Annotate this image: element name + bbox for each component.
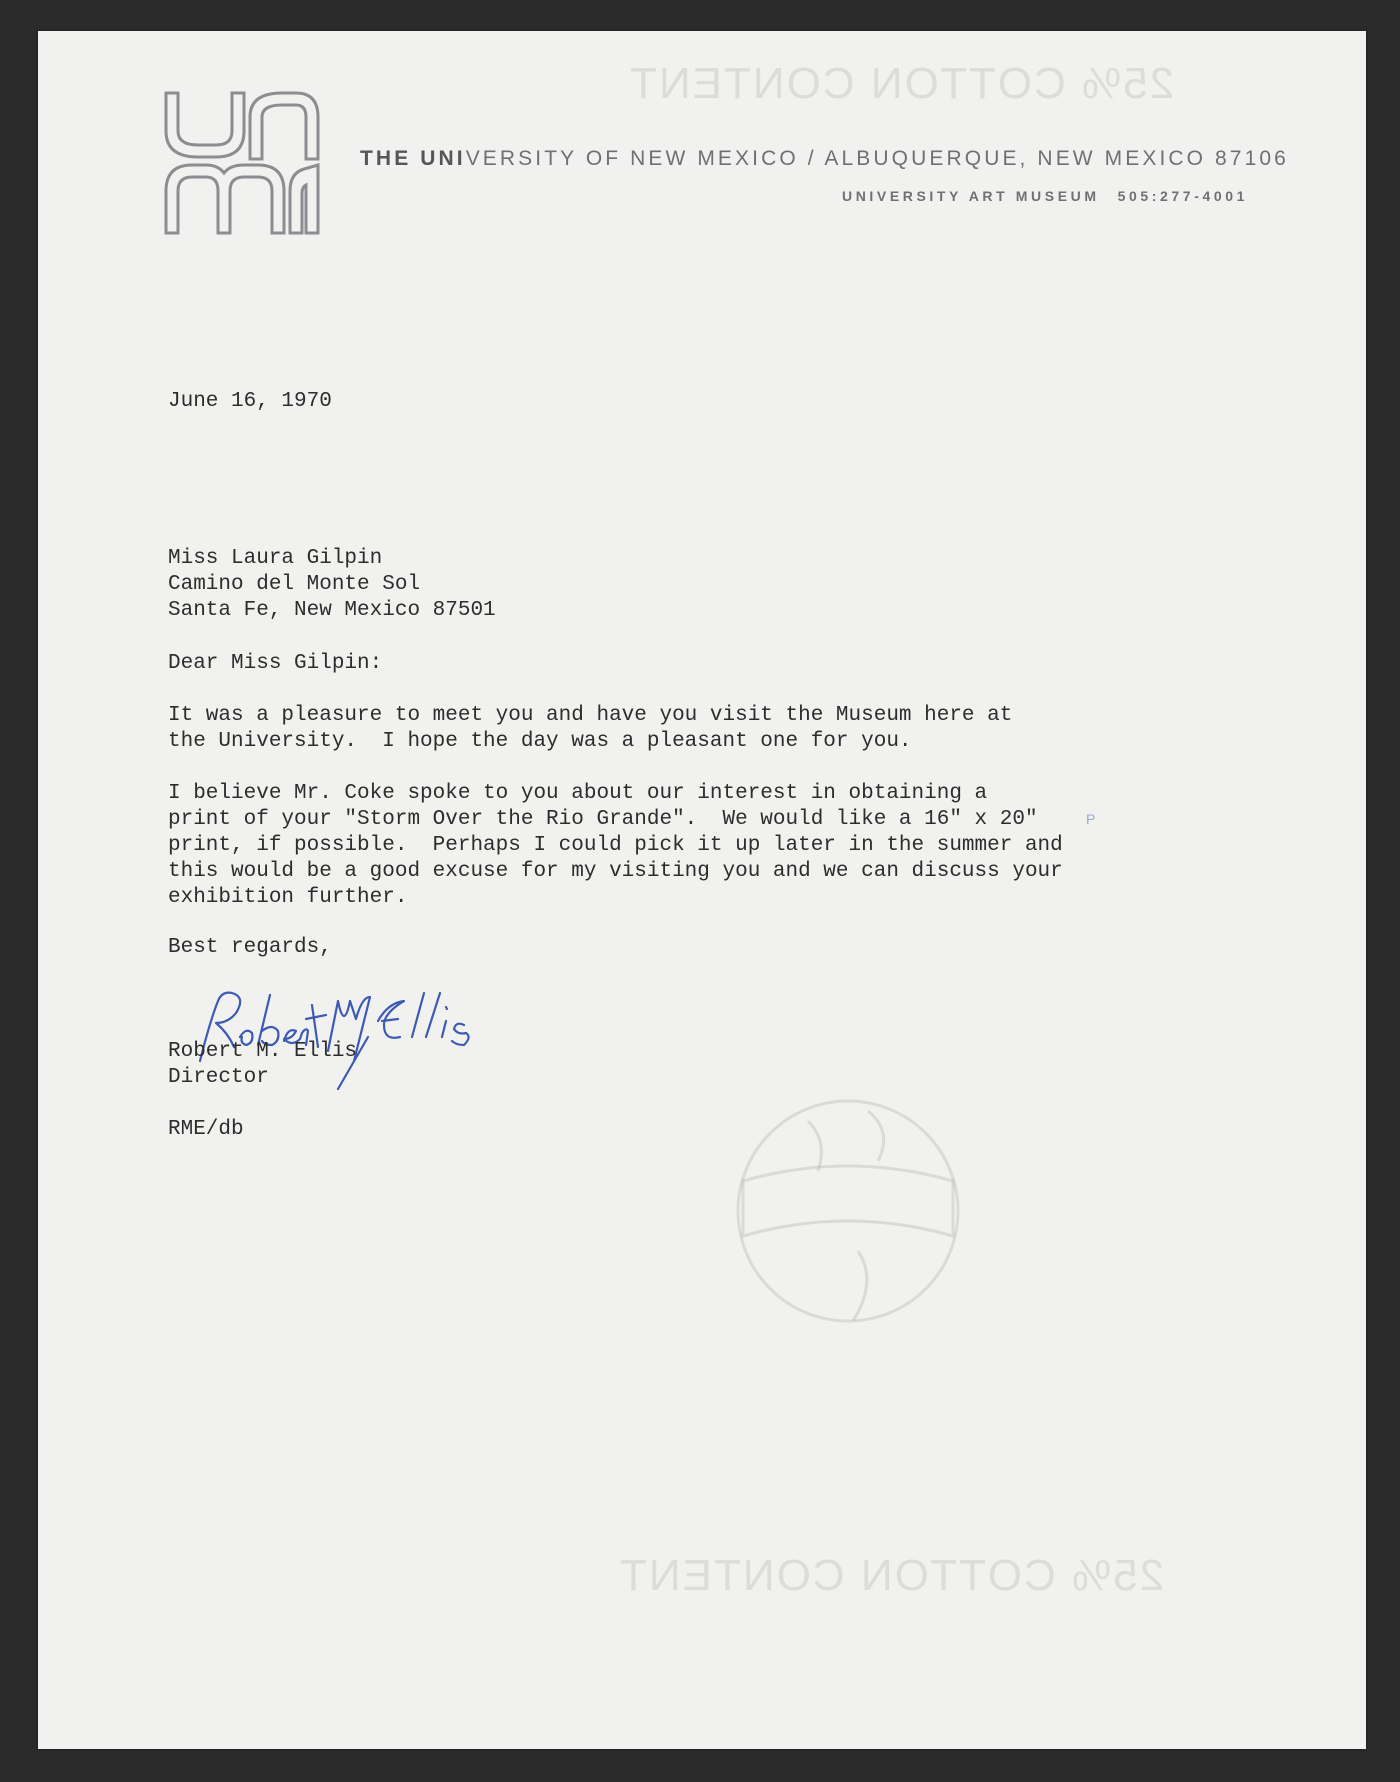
- recipient-line: Miss Laura Gilpin: [168, 547, 383, 570]
- closing: Best regards,: [168, 936, 332, 959]
- margin-mark: P: [1086, 811, 1096, 827]
- recipient-address: [168, 546, 496, 624]
- typist-initials: RME/db: [168, 1118, 244, 1141]
- paragraph-line: the University. I hope the day was a pleasant one for you.: [168, 730, 912, 753]
- unm-logo: [158, 89, 328, 237]
- signer-title: Director: [168, 1066, 269, 1089]
- letterhead-phone: 505:277-4001: [1117, 188, 1248, 204]
- paragraph-2: [168, 781, 1063, 911]
- letterhead-university-rest: VERSITY OF NEW MEXICO / ALBUQUERQUE, NEW MEXICO 87106: [465, 147, 1289, 170]
- paragraph-line: It was a pleasure to meet you and have you visit the Museum here at: [168, 704, 1013, 727]
- paragraph-line: print of your "Storm Over the Rio Grande". We would like a 16" x 20": [168, 808, 1038, 831]
- paragraph-line: this would be a good excuse for my visiting you and we can discuss your: [168, 860, 1063, 883]
- salutation: Dear Miss Gilpin:: [168, 652, 383, 675]
- paragraph-line: print, if possible. Perhaps I could pick it up later in the summer and: [168, 834, 1063, 857]
- watermark-bottom-text: 25% COTTON CONTENT: [618, 1551, 1165, 1600]
- paragraph-line: I believe Mr. Coke spoke to you about our interest in obtaining a: [168, 782, 988, 805]
- watermark-seal: [658, 1021, 1038, 1401]
- paragraph-1: [168, 703, 1012, 755]
- signer-name: Robert M. Ellis: [168, 1040, 358, 1063]
- paragraph-line: exhibition further.: [168, 886, 408, 909]
- letterhead-university: [360, 147, 1289, 171]
- letterhead-department-line: [842, 188, 1248, 204]
- watermark-top-text: 25% COTTON CONTENT: [628, 59, 1175, 108]
- recipient-line: Camino del Monte Sol: [168, 573, 421, 596]
- recipient-line: Santa Fe, New Mexico 87501: [168, 599, 496, 622]
- letter-date: June 16, 1970: [168, 390, 332, 413]
- letterhead-university-bold: THE UNI: [360, 147, 466, 170]
- letterhead-department: UNIVERSITY ART MUSEUM: [841, 188, 1100, 204]
- letter-page: [38, 31, 1366, 1749]
